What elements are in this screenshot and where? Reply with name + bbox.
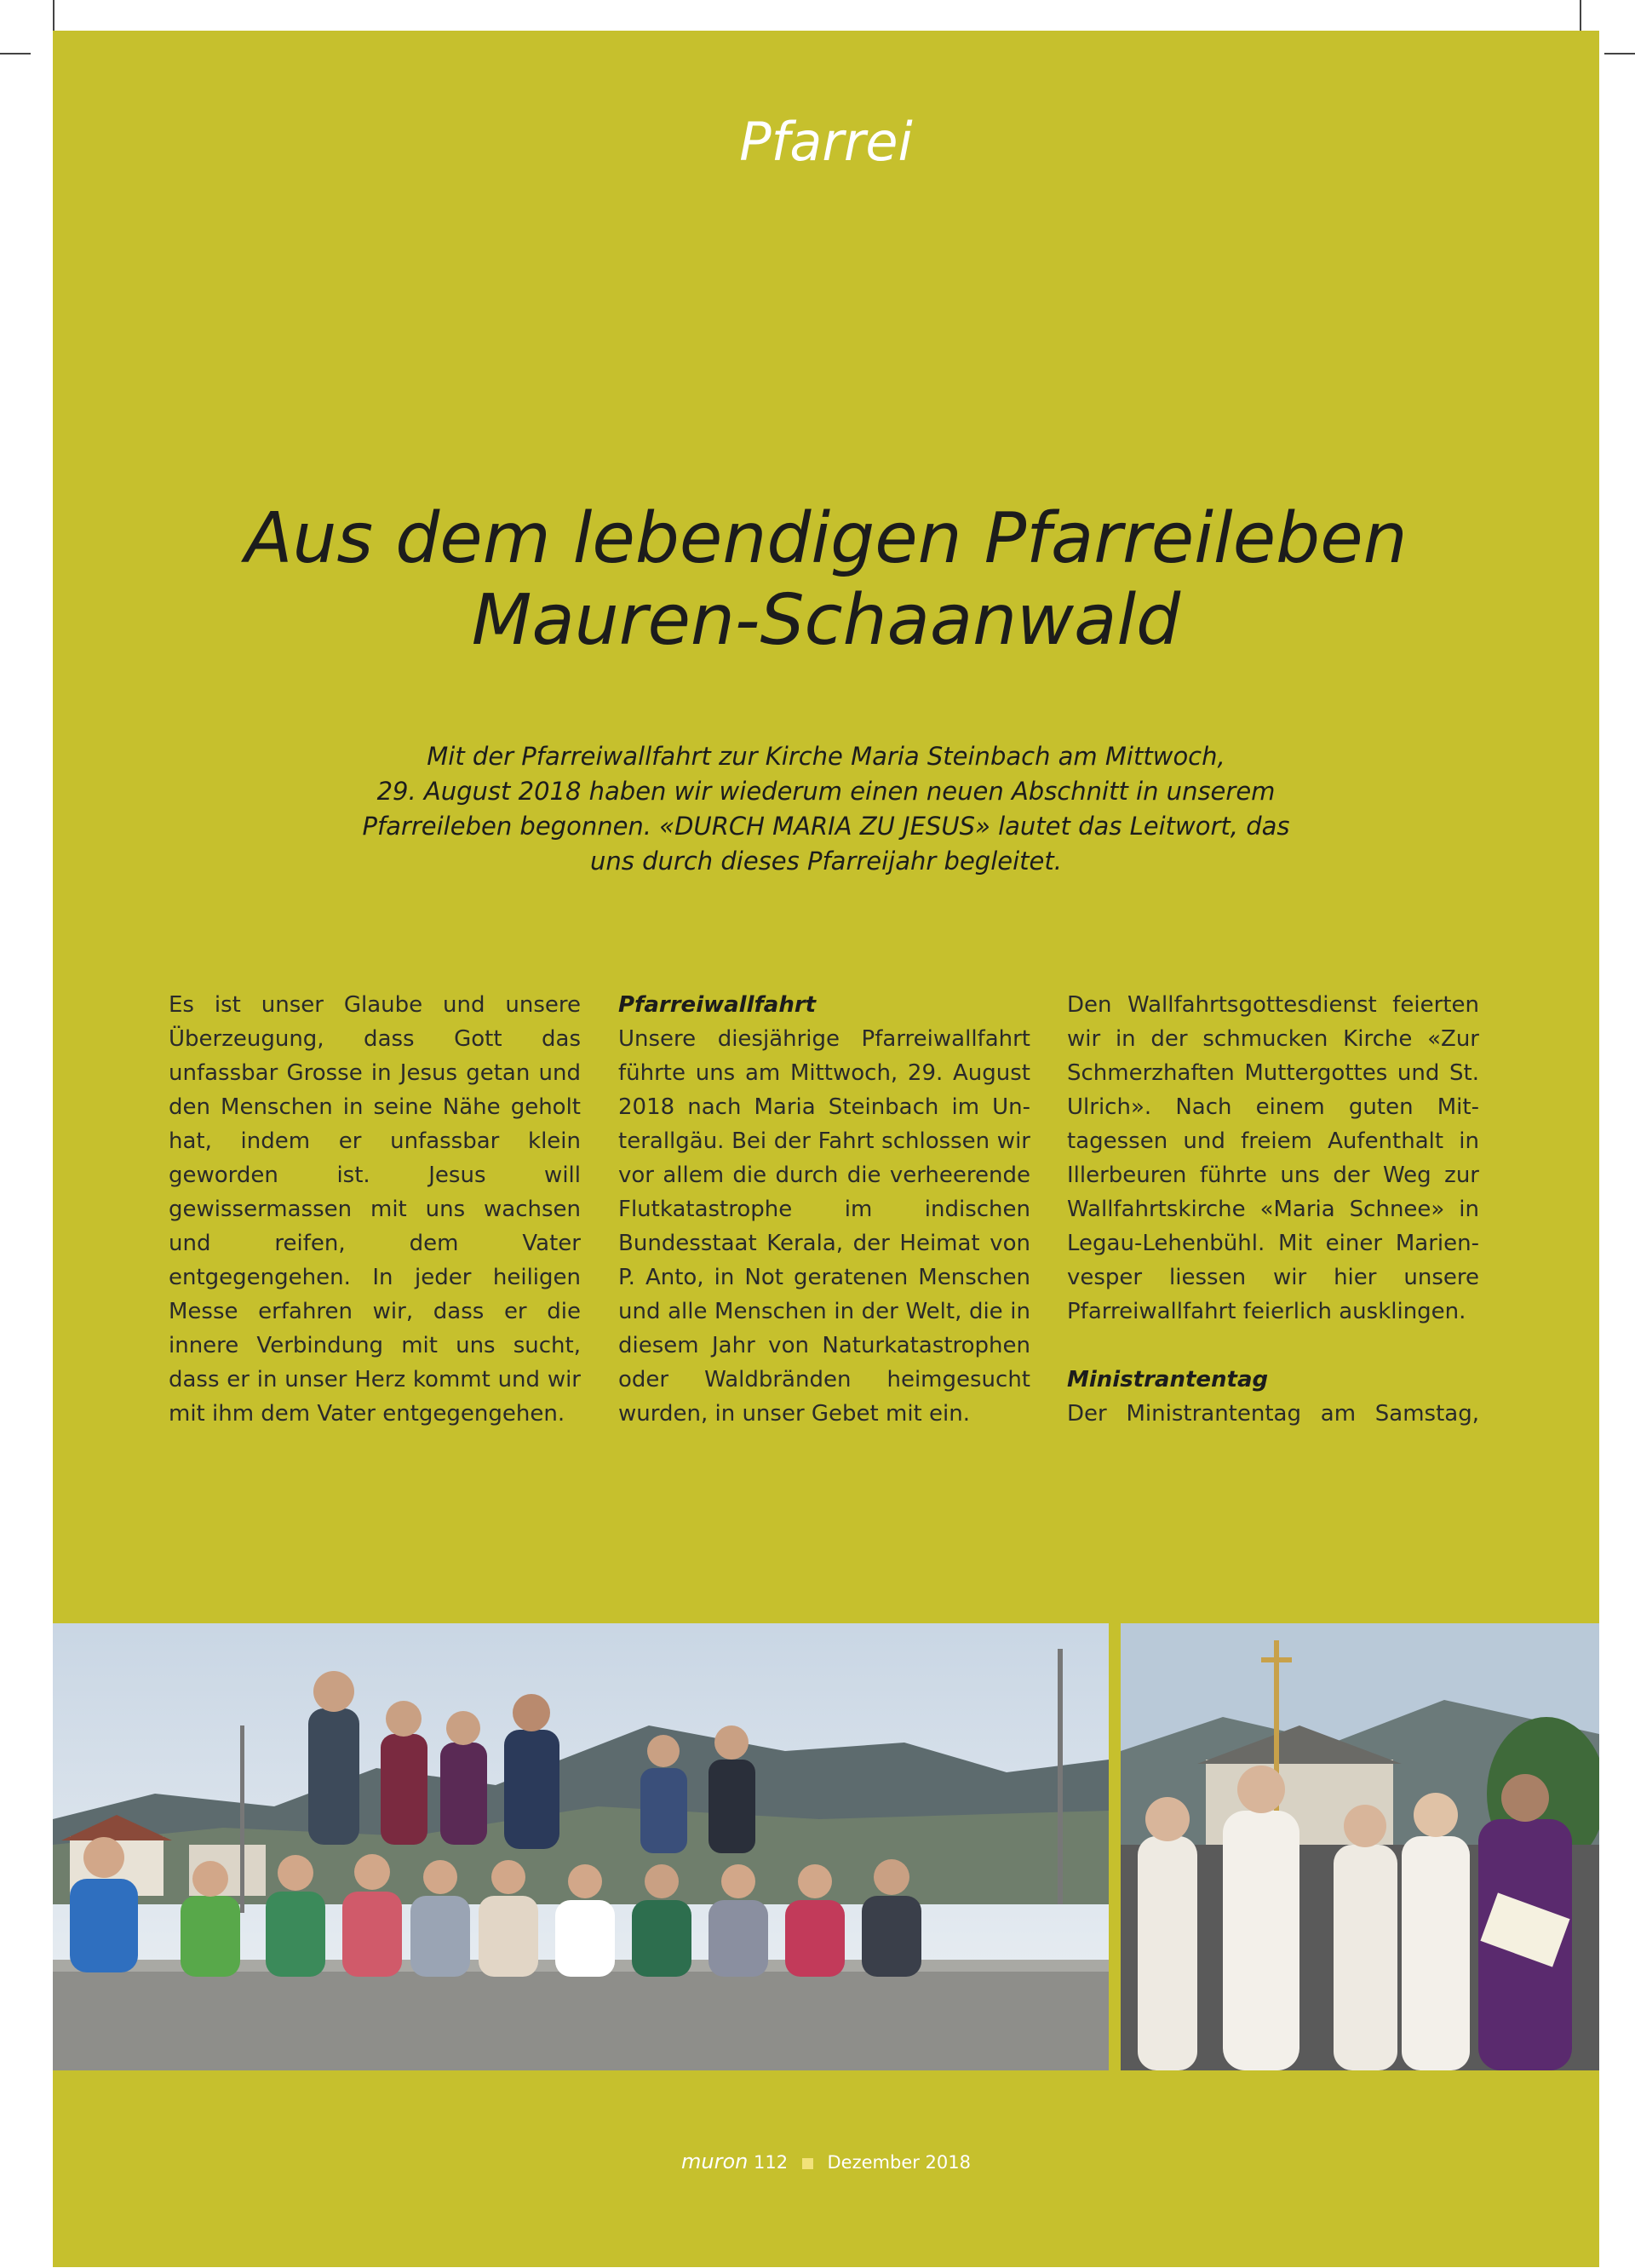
crop-mark	[1580, 0, 1581, 31]
column-1-text: Es ist unser Glaube und unsere Überzeugung, dass Gott das unfassbar Grosse in Jesus getan und den Menschen in seine Nähe geholt hat, indem er unfassbar klein geworden ist. Jesus will gewissermassen mit uns wachsen und reifen, dem Vater entgegengehen. In jeder heiligen Messe erfahren wir, dass er die innere Verbindung mit uns sucht, dass er in unser Herz kommt und wir mit ihm dem Vater entgegengehen.	[169, 992, 581, 1427]
intro-line: uns durch dieses Pfarreijahr begleitet.	[590, 847, 1062, 876]
subheading-ministrantentag: Ministrantentag	[1067, 1367, 1269, 1392]
column-3-text-continued: Der Ministrantentag am Samstag,	[1067, 1401, 1479, 1427]
text-column-1	[169, 988, 581, 1431]
footer-issue: 112	[754, 2152, 789, 2173]
column-3-text: Den Wallfahrtsgottesdienst feierten wir in der schmucken Kirche «Zur Schmerzhaften Muttergottes und St. Ulrich». Nach einem guten Mittagessen und freiem Aufenthalt in Illerbeuren führte uns der Weg zur Wallfahrtskirche «Maria Schnee» in Legau-Lehenbühl. Mit einer Marienvesper liessen wir hier unsere Pfarreiwallfahrt feierlich ausklingen.	[1067, 992, 1479, 1324]
title-line-2: Mauren-Schaanwald	[471, 580, 1181, 661]
page-title	[53, 498, 1599, 662]
subheading-pfarreiwallfahrt: Pfarreiwallfahrt	[618, 992, 817, 1018]
crop-mark	[1604, 53, 1635, 55]
footer-square-icon	[802, 2158, 813, 2169]
intro-line: Mit der Pfarreiwallfahrt zur Kirche Maria Steinbach am Mittwoch,	[427, 742, 1225, 771]
footer-brand: muron	[680, 2150, 749, 2173]
group-photo	[53, 1623, 1109, 2070]
title-line-1: Aus dem lebendigen Pfarreileben	[244, 498, 1408, 579]
intro-line: 29. August 2018 haben wir wiederum einen neuen Abschnitt in unserem	[376, 777, 1276, 806]
crop-mark	[0, 53, 31, 55]
footer-date: Dezember 2018	[827, 2152, 971, 2173]
text-column-2	[618, 988, 1030, 1431]
intro-line: Pfarreileben begonnen. «DURCH MARIA ZU JESUS» lautet das Leitwort, das	[362, 812, 1290, 841]
page-footer	[53, 2150, 1599, 2173]
ministranten-photo	[1121, 1623, 1599, 2070]
intro-paragraph	[324, 739, 1328, 879]
crop-mark	[53, 0, 54, 31]
column-2-text: Unsere diesjährige Pfarreiwallfahrt führte uns am Mittwoch, 29. August 2018 nach Maria Steinbach im Unterallgäu. Bei der Fahrt schlossen wir vor allem die durch die verheerende Flutkatastrophe im indischen Bundesstaat Kerala, der Heimat von P. Anto, in Not geratenen Menschen und alle Menschen in der Welt, die in diesem Jahr von Naturkatastrophen oder Waldbränden heimgesucht wurden, in unser Gebet mit ein.	[618, 1026, 1030, 1427]
text-column-3	[1067, 988, 1479, 1431]
section-label: Pfarrei	[739, 111, 913, 173]
